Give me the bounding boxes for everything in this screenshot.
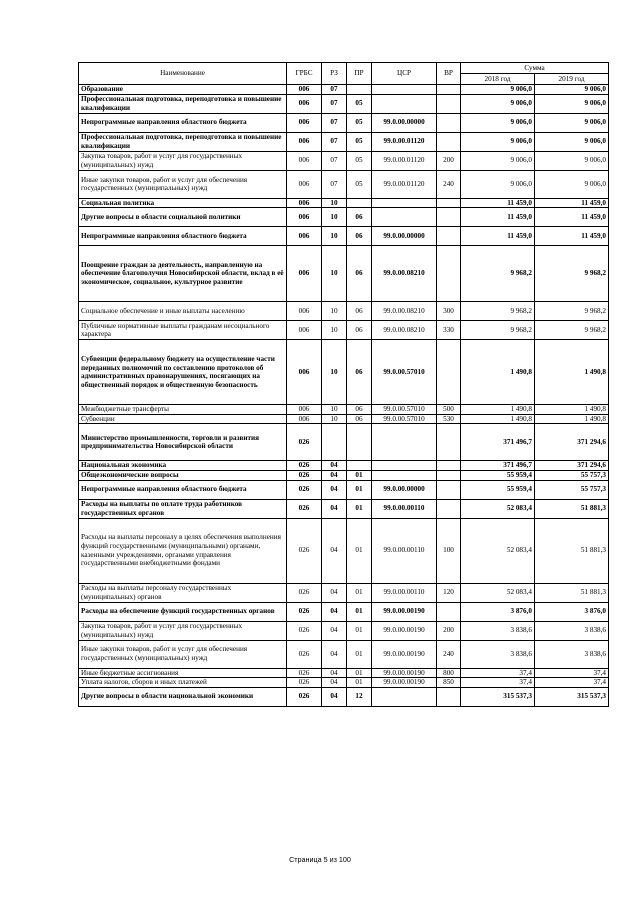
cell-pr: 05 [347,151,372,170]
cell-pr: 05 [347,170,372,198]
table-row [79,424,609,461]
cell-vr: 500 [437,405,461,415]
cell-vr [437,113,461,132]
cell-csr [372,470,437,480]
cell-s2019: 371 294,6 [535,424,609,461]
cell-vr [437,94,461,113]
table-row [79,602,609,621]
cell-s2019: 1 490,8 [535,405,609,415]
header-year-2018: 2018 год [461,74,535,85]
cell-vr: 200 [437,151,461,170]
cell-rz: 10 [322,227,347,246]
cell-s2019: 315 537,3 [535,687,609,706]
cell-name: Закупка товаров, работ и услуг для государственных (муниципальных) нужд [79,621,287,640]
cell-grbs: 006 [287,94,322,113]
cell-vr [437,208,461,227]
cell-name: Расходы на выплаты персоналу в целях обеспечения выполнения функций государственными (муниципальными) органами, казенными учреждениями, органами управления государственными внебюджетными фондами [79,518,287,583]
cell-csr: 99.0.00.08210 [372,246,437,302]
cell-grbs: 006 [287,227,322,246]
cell-csr: 99.0.00.00000 [372,227,437,246]
cell-name: Уплата налогов, сборов и иных платежей [79,678,287,688]
cell-vr [437,198,461,208]
cell-pr: 12 [347,687,372,706]
cell-rz: 07 [322,170,347,198]
cell-s2019: 9 006,0 [535,113,609,132]
cell-s2018: 37,4 [461,668,535,678]
cell-s2018: 9 006,0 [461,85,535,95]
cell-s2019: 3 876,0 [535,602,609,621]
table-row [79,246,609,302]
cell-grbs: 006 [287,113,322,132]
cell-pr [347,461,372,471]
cell-name: Иные закупки товаров, работ и услуг для обеспечения государственных (муниципальных) нужд [79,640,287,668]
cell-s2019: 11 459,0 [535,198,609,208]
cell-pr: 01 [347,499,372,518]
cell-rz: 07 [322,132,347,151]
cell-grbs: 006 [287,170,322,198]
cell-pr: 06 [347,340,372,405]
cell-grbs: 006 [287,198,322,208]
cell-csr [372,85,437,95]
cell-s2019: 1 490,8 [535,340,609,405]
table-row [79,480,609,499]
cell-csr: 99.0.00.57010 [372,340,437,405]
cell-vr [437,340,461,405]
table-row [79,208,609,227]
cell-grbs: 026 [287,668,322,678]
header-year-2019: 2019 год [535,74,609,85]
cell-rz: 04 [322,687,347,706]
cell-s2019: 55 757,3 [535,480,609,499]
cell-name: Расходы на выплаты персоналу государственных (муниципальных) органов [79,583,287,602]
table-row [79,668,609,678]
cell-rz: 10 [322,321,347,340]
cell-vr: 240 [437,640,461,668]
cell-s2019: 9 006,0 [535,151,609,170]
cell-pr [347,85,372,95]
cell-s2018: 371 496,7 [461,461,535,471]
cell-vr [437,687,461,706]
cell-s2019: 1 490,8 [535,414,609,424]
cell-pr: 06 [347,414,372,424]
table-row [79,170,609,198]
cell-pr: 06 [347,321,372,340]
cell-grbs: 026 [287,518,322,583]
header-csr: ЦСР [372,63,437,85]
cell-pr: 01 [347,621,372,640]
cell-s2018: 3 838,6 [461,640,535,668]
table-row [79,132,609,151]
cell-pr [347,424,372,461]
cell-pr: 05 [347,94,372,113]
cell-grbs: 006 [287,340,322,405]
cell-rz: 04 [322,583,347,602]
cell-s2018: 315 537,3 [461,687,535,706]
cell-vr [437,461,461,471]
table-row [79,94,609,113]
cell-pr: 06 [347,246,372,302]
cell-name: Расходы на выплаты по оплате труда работников государственных органов [79,499,287,518]
cell-name: Непрограммные направления областного бюджета [79,227,287,246]
cell-vr [437,470,461,480]
cell-rz: 07 [322,94,347,113]
table-row [79,151,609,170]
cell-s2018: 9 006,0 [461,132,535,151]
cell-rz: 04 [322,621,347,640]
cell-grbs: 006 [287,321,322,340]
cell-s2018: 9 006,0 [461,170,535,198]
cell-s2018: 1 490,8 [461,405,535,415]
cell-pr [347,198,372,208]
cell-rz: 04 [322,480,347,499]
cell-grbs: 026 [287,687,322,706]
cell-grbs: 006 [287,414,322,424]
cell-pr: 06 [347,227,372,246]
cell-csr [372,198,437,208]
cell-grbs: 006 [287,132,322,151]
cell-csr: 99.0.00.08210 [372,302,437,321]
cell-s2019: 9 968,2 [535,246,609,302]
cell-name: Иные закупки товаров, работ и услуг для обеспечения государственных (муниципальных) нужд [79,170,287,198]
cell-pr: 01 [347,668,372,678]
cell-rz: 10 [322,302,347,321]
cell-s2019: 55 757,3 [535,470,609,480]
table-body [79,85,609,707]
cell-vr [437,85,461,95]
cell-rz [322,424,347,461]
cell-csr: 99.0.00.57010 [372,414,437,424]
table-header [79,63,609,85]
cell-pr: 01 [347,640,372,668]
cell-s2019: 9 006,0 [535,132,609,151]
cell-rz: 10 [322,340,347,405]
cell-csr: 99.0.00.01120 [372,132,437,151]
page-number: Страница 5 из 100 [289,855,351,864]
table-row [79,583,609,602]
cell-rz: 10 [322,208,347,227]
cell-name: Министерство промышленности, торговли и развития предпринимательства Новосибирской области [79,424,287,461]
cell-s2018: 9 968,2 [461,246,535,302]
cell-vr [437,499,461,518]
cell-s2018: 11 459,0 [461,227,535,246]
cell-csr [372,461,437,471]
cell-s2018: 3 876,0 [461,602,535,621]
cell-name: Социальное обеспечение и иные выплаты населению [79,302,287,321]
cell-s2018: 55 959,4 [461,470,535,480]
table-row [79,227,609,246]
table-row [79,621,609,640]
cell-grbs: 026 [287,424,322,461]
cell-pr: 01 [347,602,372,621]
cell-grbs: 026 [287,461,322,471]
cell-pr: 01 [347,678,372,688]
cell-s2018: 1 490,8 [461,340,535,405]
header-sum: Сумма [461,63,609,74]
header-grbs: ГРБС [287,63,322,85]
cell-s2019: 51 881,3 [535,499,609,518]
cell-csr: 99.0.00.00000 [372,113,437,132]
cell-vr: 100 [437,518,461,583]
cell-grbs: 026 [287,621,322,640]
cell-name: Непрограммные направления областного бюджета [79,113,287,132]
cell-rz: 07 [322,113,347,132]
cell-csr: 99.0.00.08210 [372,321,437,340]
cell-grbs: 026 [287,678,322,688]
cell-grbs: 006 [287,302,322,321]
cell-csr: 99.0.00.00190 [372,678,437,688]
cell-vr [437,480,461,499]
cell-csr: 99.0.00.57010 [372,405,437,415]
cell-grbs: 026 [287,499,322,518]
budget-table [78,62,609,707]
cell-csr [372,687,437,706]
cell-rz: 04 [322,668,347,678]
cell-grbs: 026 [287,640,322,668]
cell-pr: 01 [347,583,372,602]
table-row [79,461,609,471]
cell-vr [437,227,461,246]
cell-csr: 99.0.00.01120 [372,170,437,198]
cell-name: Иные бюджетные ассигнования [79,668,287,678]
cell-rz: 10 [322,198,347,208]
cell-s2018: 9 968,2 [461,321,535,340]
cell-vr [437,246,461,302]
table-row [79,302,609,321]
cell-grbs: 006 [287,246,322,302]
cell-name: Субвенции федеральному бюджету на осуществление части переданных полномочий по составлению протоколов об административных правонарушениях, посягающих на общественный порядок и общественную безопасность [79,340,287,405]
cell-s2019: 371 294,6 [535,461,609,471]
cell-name: Поощрение граждан за деятельность, направленную на обеспечение благополучия Новосибирской области, вклад в её экономическое, социальное, культурное развитие [79,246,287,302]
cell-s2019: 51 881,3 [535,518,609,583]
cell-s2018: 371 496,7 [461,424,535,461]
cell-rz: 04 [322,602,347,621]
cell-rz: 04 [322,499,347,518]
table-row [79,321,609,340]
cell-vr: 800 [437,668,461,678]
cell-rz: 04 [322,518,347,583]
cell-s2019: 3 838,6 [535,640,609,668]
cell-vr: 330 [437,321,461,340]
table-row [79,687,609,706]
cell-name: Закупка товаров, работ и услуг для государственных (муниципальных) нужд [79,151,287,170]
cell-s2019: 51 881,3 [535,583,609,602]
cell-vr: 240 [437,170,461,198]
cell-name: Другие вопросы в области национальной экономики [79,687,287,706]
cell-csr: 99.0.00.00190 [372,621,437,640]
cell-vr [437,424,461,461]
cell-vr [437,602,461,621]
table-row [79,340,609,405]
cell-s2018: 11 459,0 [461,198,535,208]
cell-name: Субвенции [79,414,287,424]
cell-pr: 06 [347,405,372,415]
cell-pr: 01 [347,518,372,583]
cell-rz: 07 [322,151,347,170]
cell-s2019: 3 838,6 [535,621,609,640]
cell-s2019: 11 459,0 [535,227,609,246]
cell-name: Национальная экономика [79,461,287,471]
table-row [79,198,609,208]
cell-csr: 99.0.00.00190 [372,602,437,621]
cell-rz: 04 [322,461,347,471]
cell-csr: 99.0.00.00110 [372,499,437,518]
document-page [78,62,608,707]
cell-s2019: 9 006,0 [535,170,609,198]
cell-s2018: 11 459,0 [461,208,535,227]
table-row [79,640,609,668]
cell-vr: 200 [437,621,461,640]
cell-s2018: 9 006,0 [461,113,535,132]
cell-grbs: 006 [287,85,322,95]
cell-name: Общеэкономические вопросы [79,470,287,480]
cell-name: Образование [79,85,287,95]
cell-csr: 99.0.00.00110 [372,518,437,583]
cell-s2018: 52 083,4 [461,518,535,583]
cell-csr [372,208,437,227]
cell-pr: 01 [347,470,372,480]
cell-rz: 04 [322,640,347,668]
cell-csr [372,94,437,113]
cell-name: Другие вопросы в области социальной политики [79,208,287,227]
cell-rz: 10 [322,246,347,302]
cell-csr: 99.0.00.00190 [372,640,437,668]
cell-vr: 300 [437,302,461,321]
table-row [79,470,609,480]
cell-s2018: 52 083,4 [461,499,535,518]
cell-rz: 10 [322,405,347,415]
cell-s2018: 37,4 [461,678,535,688]
cell-s2018: 9 006,0 [461,151,535,170]
cell-grbs: 026 [287,480,322,499]
cell-name: Непрограммные направления областного бюджета [79,480,287,499]
cell-vr: 120 [437,583,461,602]
cell-rz: 04 [322,678,347,688]
cell-s2018: 1 490,8 [461,414,535,424]
cell-s2019: 9 006,0 [535,94,609,113]
header-name: Наименование [79,63,287,85]
cell-vr: 530 [437,414,461,424]
cell-name: Расходы на обеспечение функций государственных органов [79,602,287,621]
table-row [79,405,609,415]
table-row [79,85,609,95]
cell-name: Профессиональная подготовка, переподготовка и повышение квалификации [79,94,287,113]
cell-s2019: 37,4 [535,668,609,678]
cell-s2019: 11 459,0 [535,208,609,227]
cell-csr: 99.0.00.01120 [372,151,437,170]
cell-pr: 01 [347,480,372,499]
cell-csr: 99.0.00.00110 [372,583,437,602]
cell-vr [437,132,461,151]
cell-pr: 05 [347,132,372,151]
cell-rz: 10 [322,414,347,424]
cell-rz: 04 [322,470,347,480]
cell-grbs: 026 [287,470,322,480]
header-pr: ПР [347,63,372,85]
cell-s2019: 9 968,2 [535,321,609,340]
cell-grbs: 026 [287,602,322,621]
cell-pr: 06 [347,208,372,227]
cell-rz: 07 [322,85,347,95]
cell-s2019: 9 968,2 [535,302,609,321]
table-row [79,414,609,424]
cell-s2018: 55 959,4 [461,480,535,499]
cell-s2018: 9 968,2 [461,302,535,321]
cell-csr: 99.0.00.00000 [372,480,437,499]
cell-grbs: 006 [287,405,322,415]
cell-grbs: 006 [287,208,322,227]
cell-name: Межбюджетные трансферты [79,405,287,415]
cell-name: Публичные нормативные выплаты гражданам несоциального характера [79,321,287,340]
cell-vr: 850 [437,678,461,688]
header-vr: ВР [437,63,461,85]
cell-s2019: 37,4 [535,678,609,688]
cell-name: Социальная политика [79,198,287,208]
table-row [79,499,609,518]
cell-grbs: 006 [287,151,322,170]
table-row [79,518,609,583]
cell-grbs: 026 [287,583,322,602]
cell-s2019: 9 006,0 [535,85,609,95]
cell-s2018: 3 838,6 [461,621,535,640]
header-rz: РЗ [322,63,347,85]
cell-csr: 99.0.00.00190 [372,668,437,678]
cell-name: Профессиональная подготовка, переподготовка и повышение квалификации [79,132,287,151]
cell-pr: 06 [347,302,372,321]
table-row [79,113,609,132]
table-row [79,678,609,688]
cell-csr [372,424,437,461]
cell-s2018: 52 083,4 [461,583,535,602]
cell-pr: 05 [347,113,372,132]
cell-s2018: 9 006,0 [461,94,535,113]
